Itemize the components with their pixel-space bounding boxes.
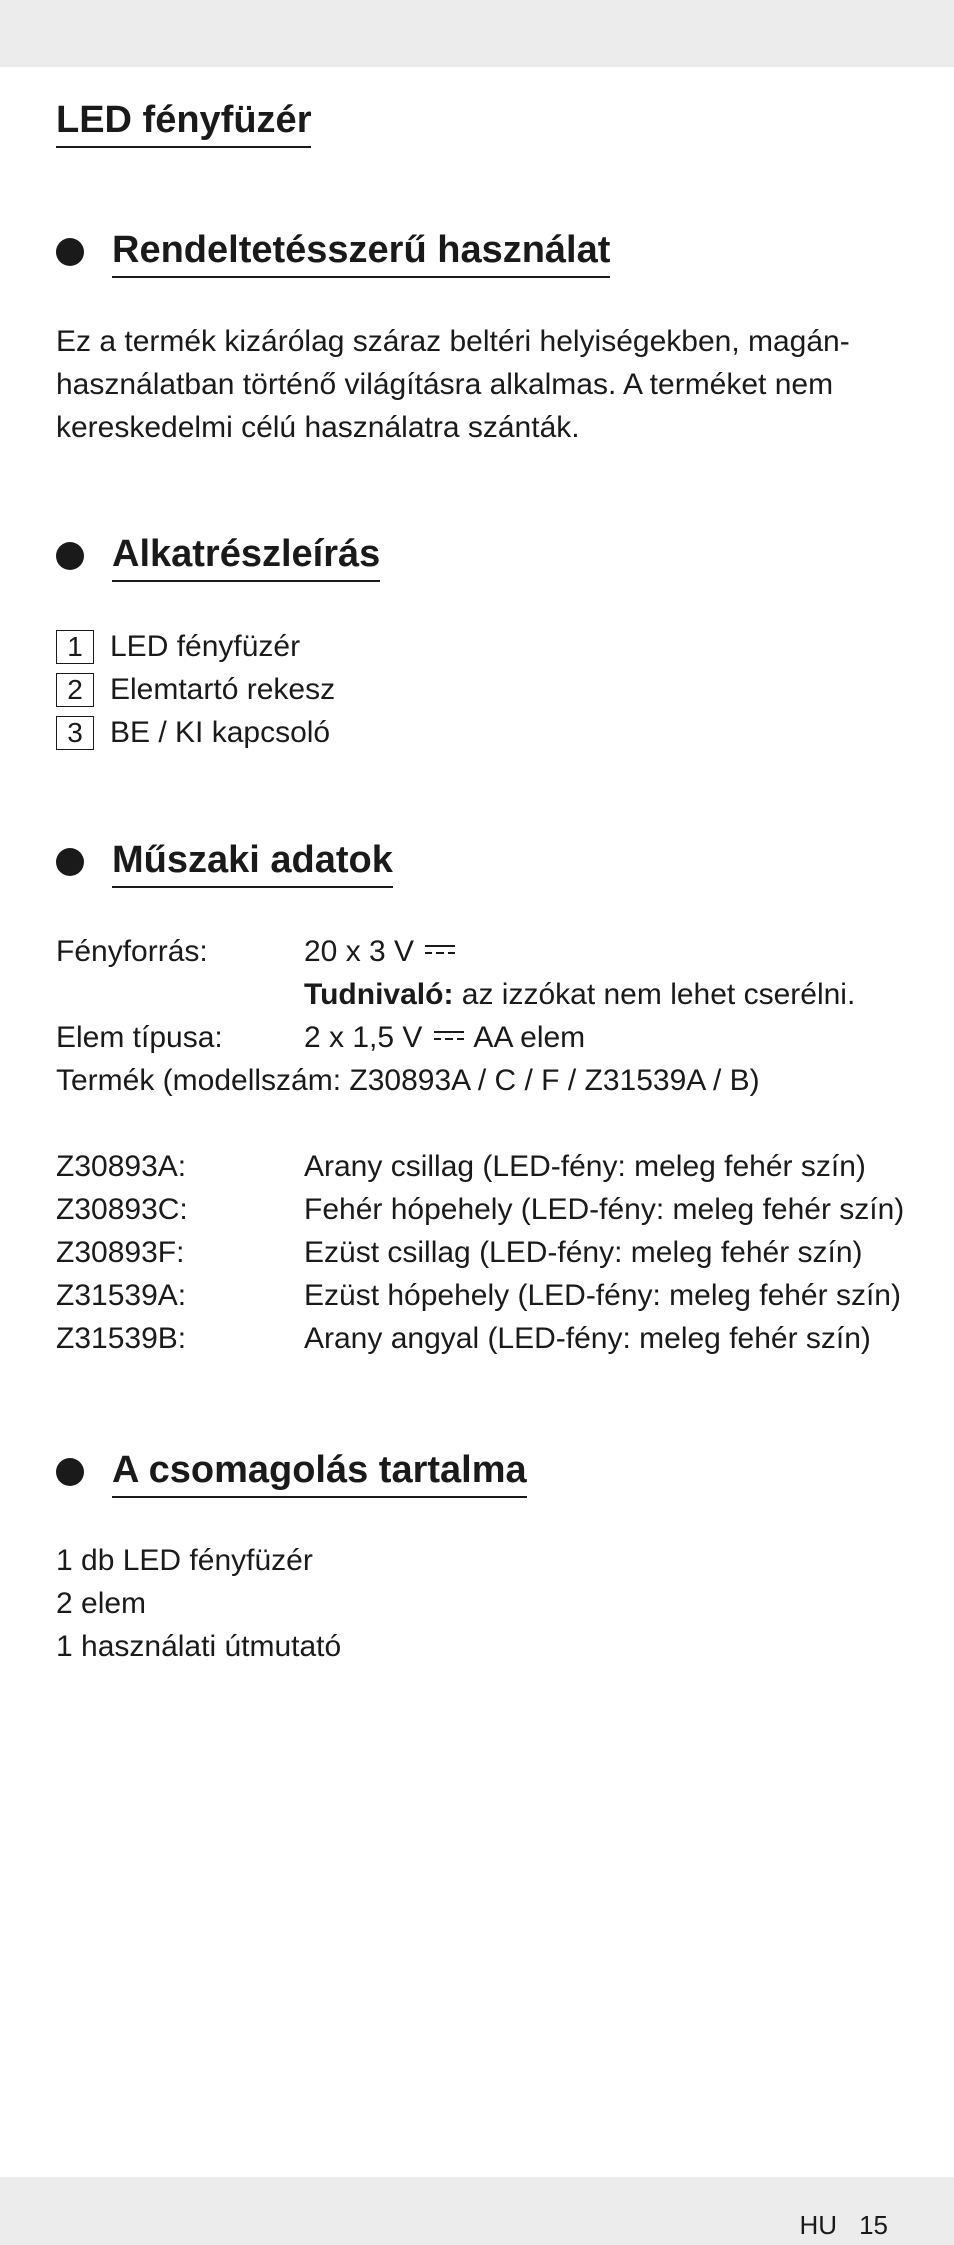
table-row xyxy=(56,1188,904,1231)
list-item xyxy=(56,711,335,754)
part-number-box: 1 xyxy=(56,630,94,664)
light-source-value: 20 x 3 V xyxy=(304,935,415,968)
spec-note xyxy=(304,973,855,1016)
battery-type: AA elem xyxy=(466,1021,586,1054)
usage-paragraph xyxy=(56,320,906,449)
usage-line: kereskedelmi célú használatra szánták. xyxy=(56,411,580,444)
language-code: HU xyxy=(799,2210,838,2240)
model-description: Ezüst hópehely (LED-fény: meleg fehér szín) xyxy=(304,1279,901,1312)
section-heading-text: A csomagolás tartalma xyxy=(112,1446,527,1498)
dc-symbol-icon xyxy=(433,1029,465,1043)
package-contents-list xyxy=(56,1539,341,1668)
model-code: Z30893A: xyxy=(56,1150,187,1183)
table-row xyxy=(56,1016,904,1059)
note-label: Tudnivaló: xyxy=(304,978,454,1011)
page-footer xyxy=(800,2210,888,2241)
section-heading-text: Alkatrészleírás xyxy=(112,530,380,582)
spec-value xyxy=(304,930,458,973)
spec-label: Elem típusa: xyxy=(56,1021,223,1054)
section-heading-package xyxy=(56,1446,527,1498)
model-description: Fehér hópehely (LED-fény: meleg fehér szín) xyxy=(304,1193,905,1226)
section-heading-specs xyxy=(56,836,393,888)
model-code: Z30893C: xyxy=(56,1193,188,1226)
bullet-icon xyxy=(56,542,84,570)
section-heading-usage xyxy=(56,226,610,278)
usage-line: Ez a termék kizárólag száraz beltéri helyiségekben, magán- xyxy=(56,325,850,358)
page-number: 15 xyxy=(859,2210,888,2240)
table-row xyxy=(56,930,904,973)
page-title: LED fényfüzér xyxy=(56,96,311,148)
table-row xyxy=(56,1274,904,1317)
spec-value xyxy=(304,1016,585,1059)
model-description: Arany csillag (LED-fény: meleg fehér szín) xyxy=(304,1150,866,1183)
part-label: BE / KI kapcsoló xyxy=(110,715,331,749)
list-item: 1 db LED fényfüzér xyxy=(56,1544,313,1577)
section-heading-parts xyxy=(56,530,380,582)
section-heading-text: Rendeltetésszerű használat xyxy=(112,226,610,278)
part-label: Elemtartó rekesz xyxy=(110,672,336,706)
model-code: Z31539B: xyxy=(56,1322,187,1355)
list-item xyxy=(56,625,335,668)
list-item: 2 elem xyxy=(56,1587,147,1620)
table-row xyxy=(56,1231,904,1274)
parts-list xyxy=(56,625,335,754)
list-item: 1 használati útmutató xyxy=(56,1630,342,1663)
list-item xyxy=(56,668,335,711)
bullet-icon xyxy=(56,1458,84,1486)
model-description: Ezüst csillag (LED-fény: meleg fehér szín) xyxy=(304,1236,863,1269)
table-row xyxy=(56,1145,904,1188)
usage-line: használatban történő világításra alkalmas. A terméket nem xyxy=(56,368,834,401)
battery-value: 2 x 1,5 V xyxy=(304,1021,423,1054)
part-label: LED fényfüzér xyxy=(110,629,301,663)
part-number-box: 3 xyxy=(56,716,94,750)
model-code: Z30893F: xyxy=(56,1236,185,1269)
table-row xyxy=(56,973,904,1016)
part-number-box: 2 xyxy=(56,673,94,707)
note-text: az izzókat nem lehet cserélni. xyxy=(453,978,856,1011)
bullet-icon xyxy=(56,848,84,876)
dc-symbol-icon xyxy=(424,943,456,957)
table-row xyxy=(56,1059,904,1102)
top-band xyxy=(0,0,954,67)
spec-label: Fényforrás: xyxy=(56,935,208,968)
model-description: Arany angyal (LED-fény: meleg fehér szín) xyxy=(304,1322,871,1355)
bullet-icon xyxy=(56,238,84,266)
section-heading-text: Műszaki adatok xyxy=(112,836,393,888)
model-code: Z31539A: xyxy=(56,1279,187,1312)
spec-table xyxy=(56,930,904,1360)
table-row xyxy=(56,1317,904,1360)
product-model-line: Termék (modellszám: Z30893A / C / F / Z31539A / B) xyxy=(56,1064,760,1097)
